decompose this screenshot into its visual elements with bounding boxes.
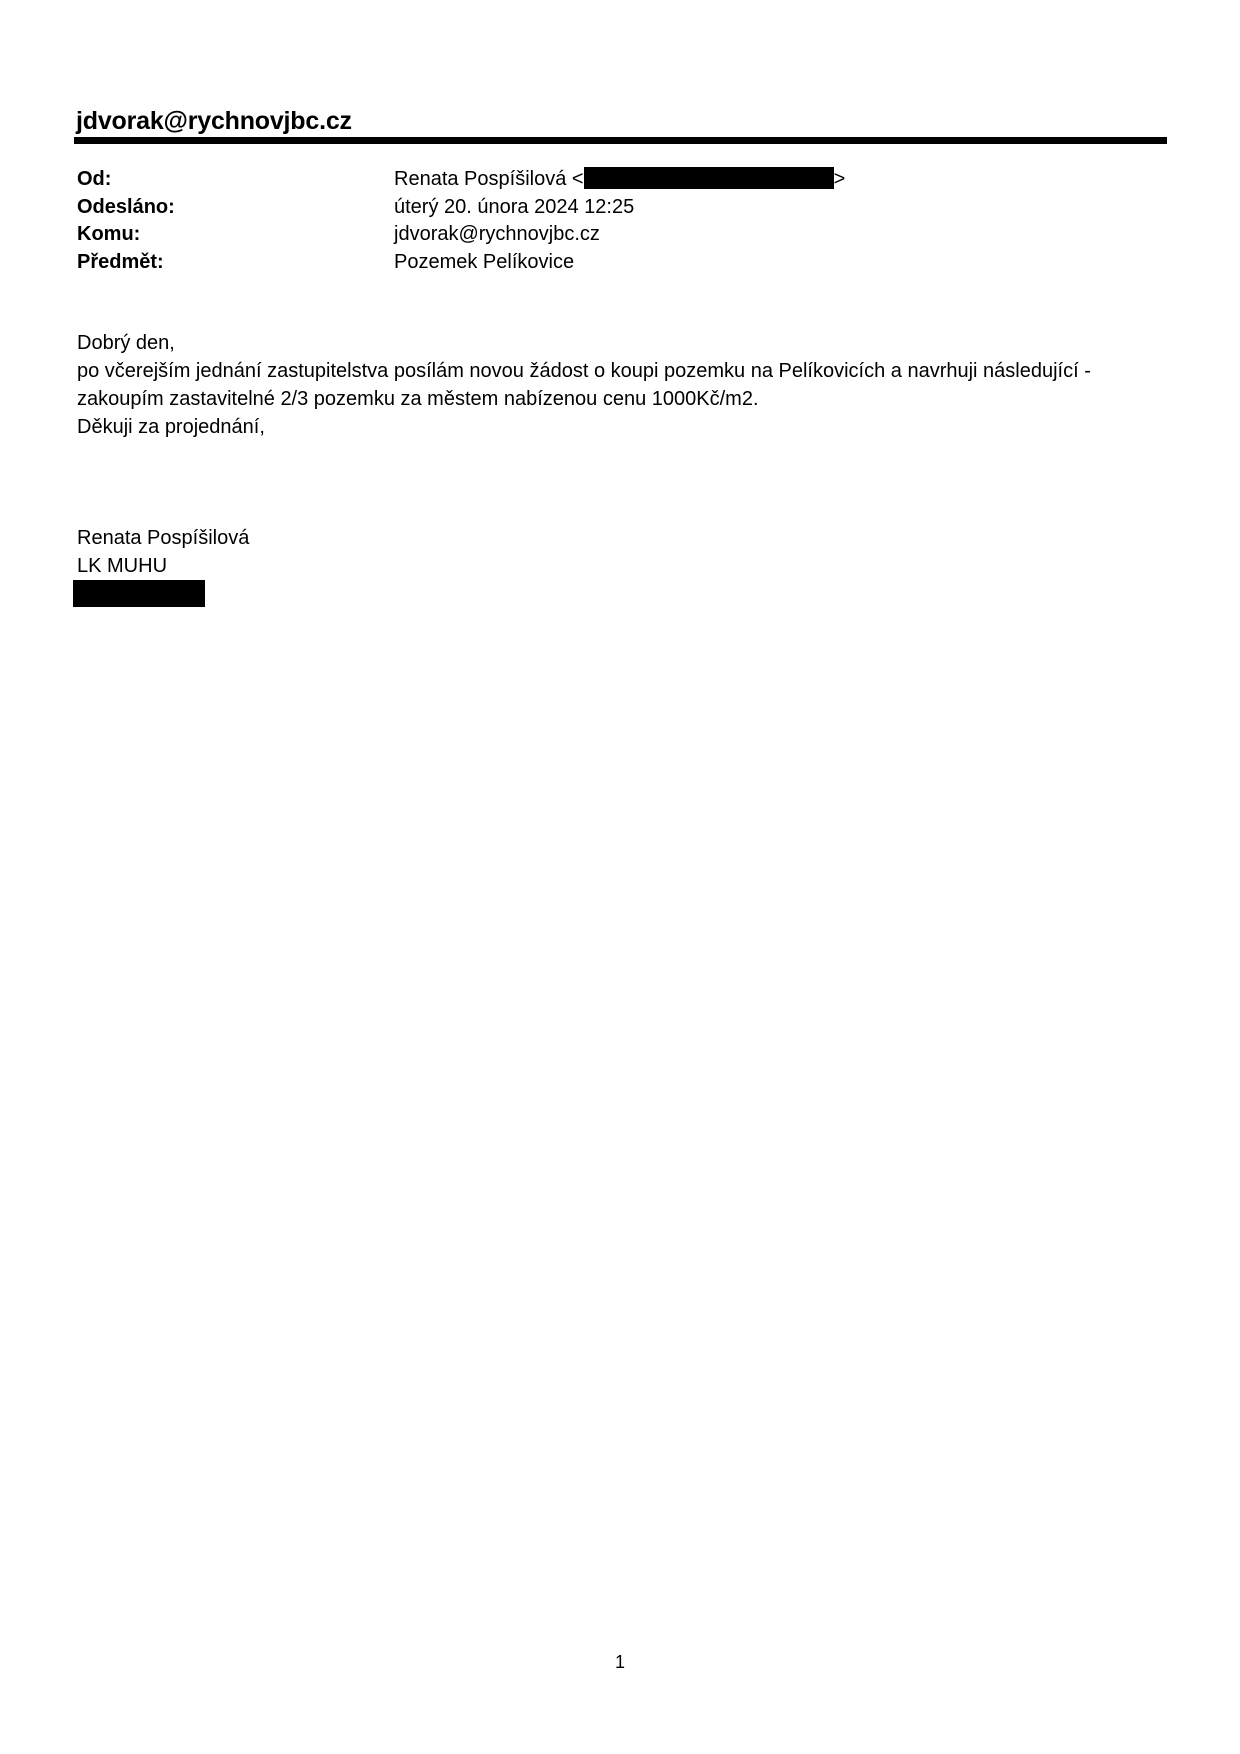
subject-value: Pozemek Pelíkovice (394, 250, 575, 273)
body-line-1: po včerejším jednání zastupitelstva posílám novou žádost o koupi pozemku na Pelíkovicích a navrhuji následující - (77, 360, 1091, 382)
title-divider (74, 137, 1167, 144)
to-label: Komu: (77, 223, 141, 245)
email-headers (77, 166, 1077, 276)
from-name: Renata Pospíšilová < (394, 168, 584, 190)
greeting: Dobrý den, (77, 332, 175, 354)
page-number: 1 (614, 1652, 625, 1672)
sent-value: úterý 20. února 2024 12:25 (394, 195, 635, 218)
mailbox-title: jdvorak@rychnovjbc.cz (76, 107, 352, 135)
signature (77, 524, 249, 580)
signature-name: Renata Pospíšilová (77, 527, 250, 549)
header-row-to (77, 221, 1077, 249)
from-close-bracket: > (833, 168, 846, 190)
body-line-2: zakoupím zastavitelné 2/3 pozemku za městem nabízenou cenu 1000Kč/m2. (77, 388, 759, 410)
header-row-from (77, 166, 1077, 194)
header-row-subject (77, 249, 1077, 277)
to-value: jdvorak@rychnovjbc.cz (394, 223, 600, 245)
sent-label: Odesláno: (77, 195, 175, 218)
redacted-email (584, 167, 834, 189)
email-body (77, 329, 1167, 441)
header-row-sent (77, 194, 1077, 222)
closing: Děkuji za projednání, (77, 416, 265, 438)
from-label: Od: (77, 168, 112, 190)
from-value (394, 166, 845, 194)
subject-label: Předmět: (77, 250, 164, 273)
redacted-signature-line (73, 580, 205, 607)
signature-org: LK MUHU (77, 555, 168, 577)
